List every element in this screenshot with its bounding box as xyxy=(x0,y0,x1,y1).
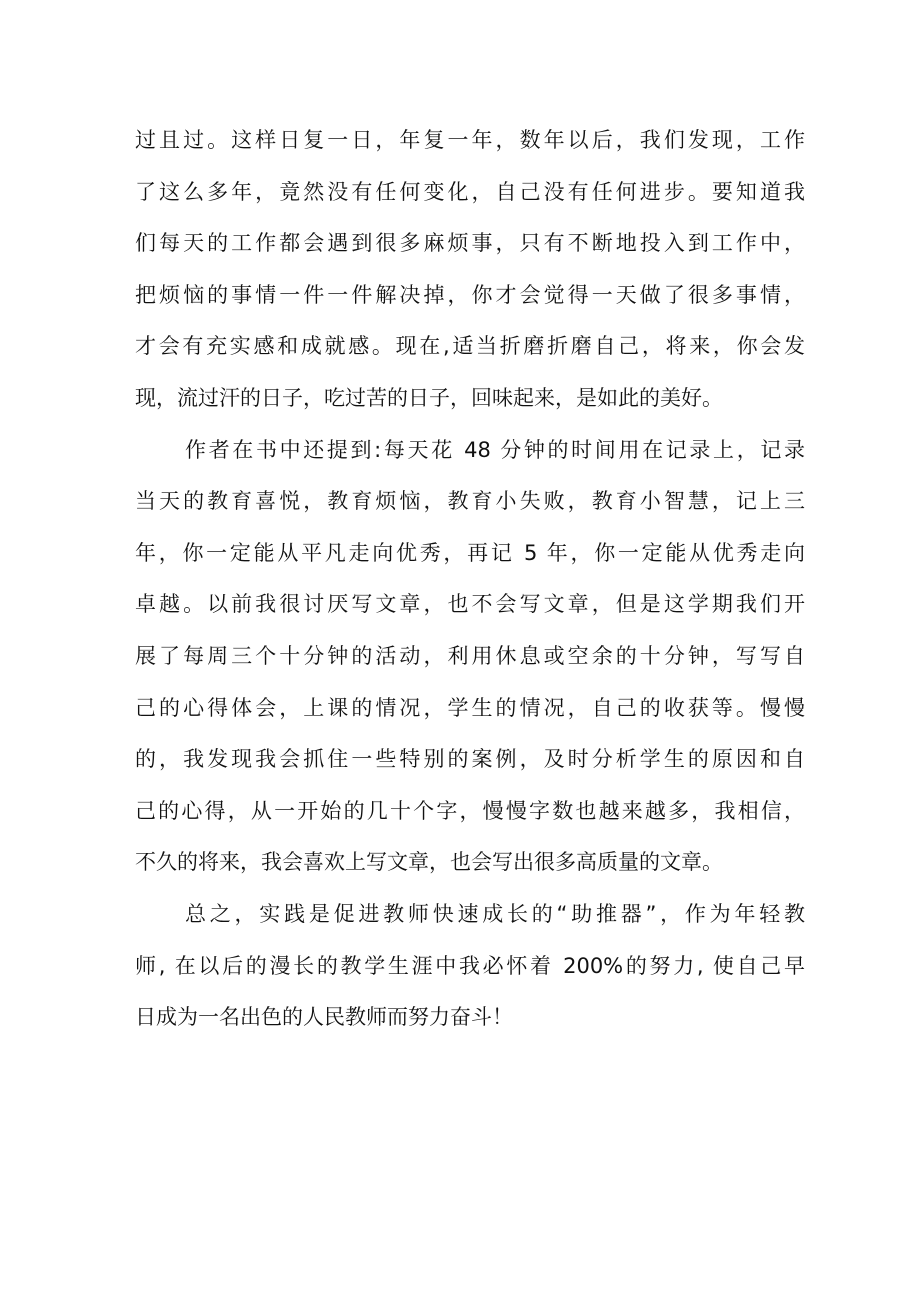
text-line: 日成为一名出色的人民教师而努力奋斗！ xyxy=(135,1005,513,1030)
text-line: 己的心得，从一开始的几十个字，慢慢字数也越来越多，我相信， xyxy=(135,798,805,823)
text-line: 过且过。这样日复一日，年复一年，数年以后，我们发现，工作 xyxy=(135,128,805,152)
text-line: 的，我发现我会抓住一些特别的案例，及时分析学生的原因和自 xyxy=(135,747,805,772)
paragraph-3 xyxy=(135,892,805,1047)
text-line: 了这么多年，竟然没有任何变化，自己没有任何进步。要知道我 xyxy=(135,179,805,204)
text-line: 展了每周三个十分钟的活动，利用休息或空余的十分钟，写写自 xyxy=(135,643,805,668)
text-line: 卓越。以前我很讨厌写文章，也不会写文章，但是这学期我们开 xyxy=(135,592,805,617)
text-line: 把烦恼的事情一件一件解决掉，你才会觉得一天做了很多事情， xyxy=(135,282,805,307)
text-line: 年，你一定能从平凡走向优秀，再记 5 年，你一定能从优秀走向 xyxy=(135,540,805,565)
paragraph-1 xyxy=(135,118,805,428)
document-body xyxy=(135,118,805,1047)
text-line: 师, 在以后的漫长的教学生涯中我必怀着 200%的努力, 使自己早 xyxy=(135,953,805,978)
text-line: 总之，实践是促进教师快速成长的“助推器”，作为年轻教 xyxy=(185,901,805,926)
text-line: 现，流过汗的日子，吃过苦的日子，回味起来，是如此的美好。 xyxy=(135,385,723,410)
text-line: 己的心得体会，上课的情况，学生的情况，自己的收获等。慢慢 xyxy=(135,695,805,720)
paragraph-2 xyxy=(135,428,805,892)
text-line: 不久的将来，我会喜欢上写文章，也会写出很多高质量的文章。 xyxy=(135,850,723,875)
text-line: 当天的教育喜悦，教育烦恼，教育小失败，教育小智慧，记上三 xyxy=(135,489,805,514)
text-line: 才会有充实感和成就感。现在,适当折磨折磨自己，将来，你会发 xyxy=(135,334,805,359)
text-line: 们每天的工作都会遇到很多麻烦事，只有不断地投入到工作中， xyxy=(135,231,805,256)
text-line: 作者在书中还提到:每天花 48 分钟的时间用在记录上，记录 xyxy=(185,437,805,462)
